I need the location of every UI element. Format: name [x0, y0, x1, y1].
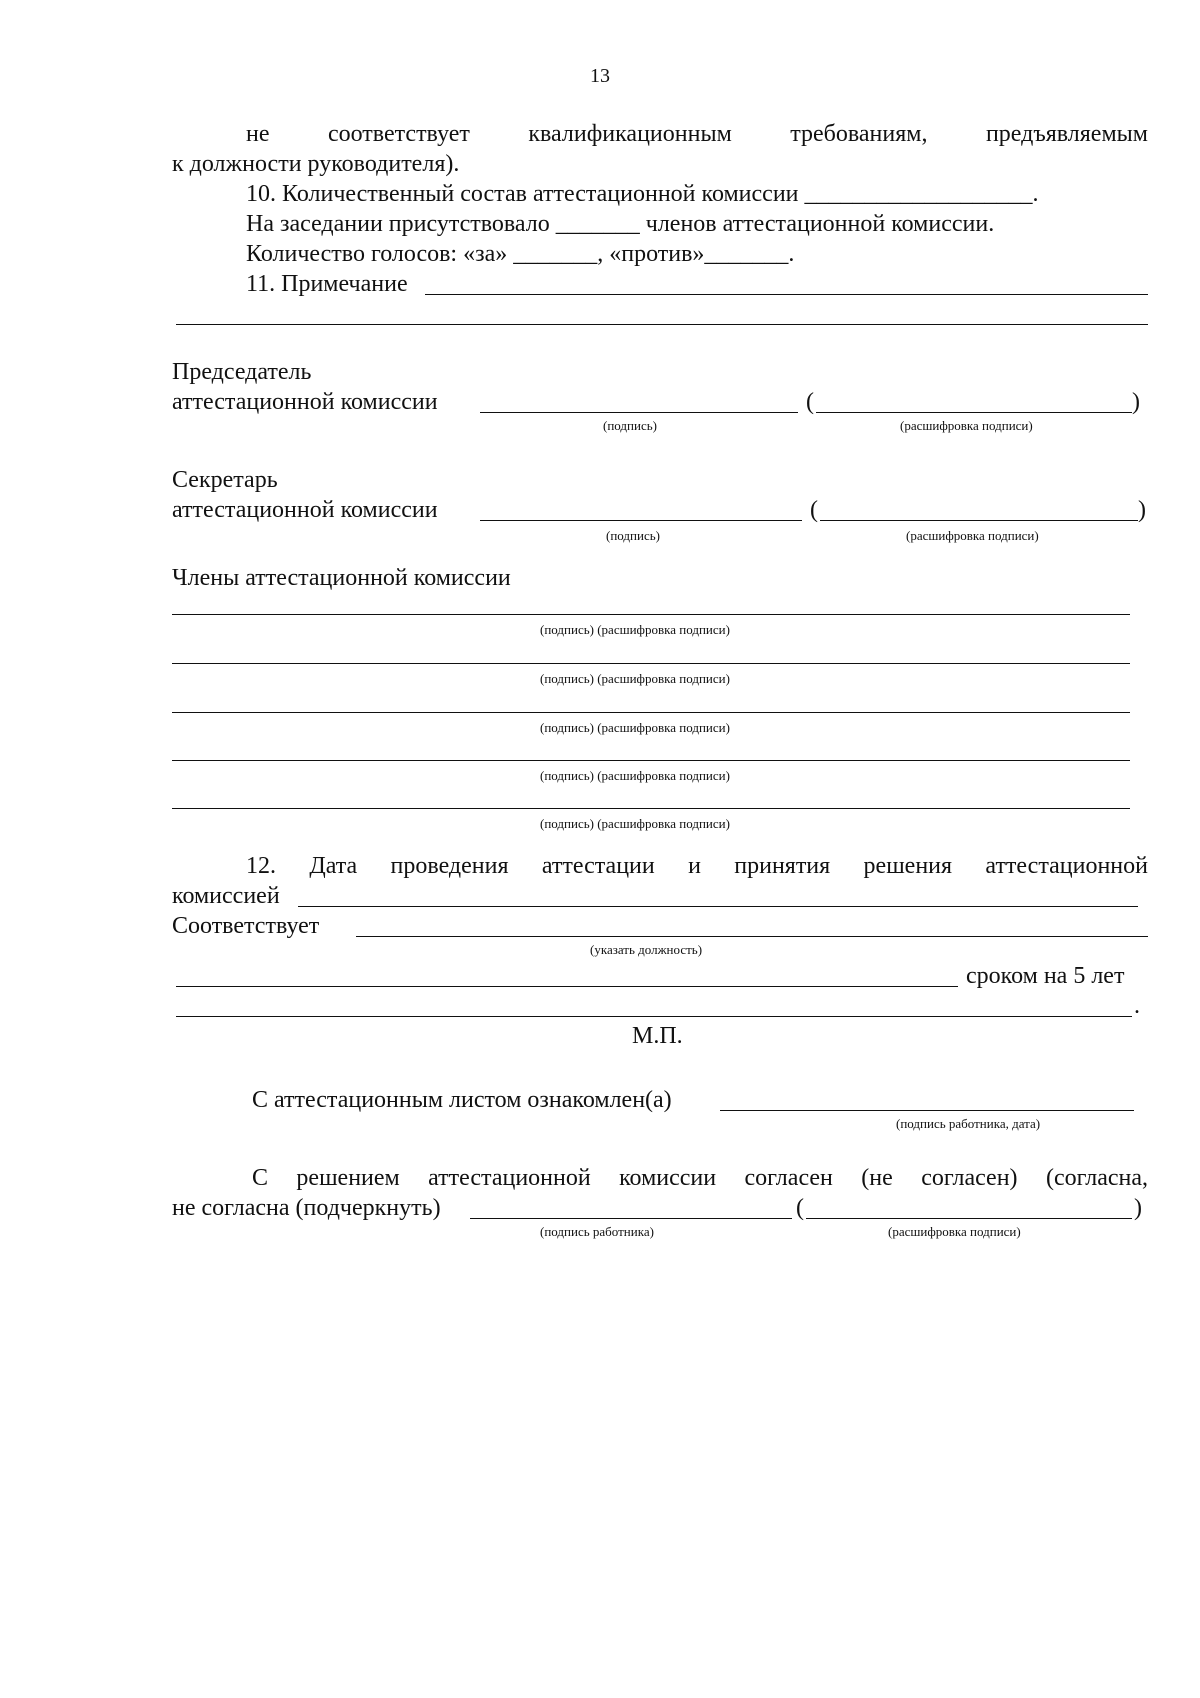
member-signature-field-1[interactable] [172, 614, 1130, 615]
member-caption-2: (подпись) (расшифровка подписи) [540, 671, 730, 686]
item12-date-line1: 12. Дата проведения аттестации и принятия решения аттестационной [246, 853, 1148, 879]
member-signature-field-3[interactable] [172, 712, 1130, 713]
decision-caption-name: (расшифровка подписи) [888, 1224, 1021, 1239]
member-caption-5: (подпись) (расшифровка подписи) [540, 816, 730, 831]
item12-position-field-line2[interactable] [176, 986, 958, 987]
item12-position-field-line3[interactable] [176, 1016, 1132, 1017]
decision-signature-field[interactable] [470, 1218, 792, 1219]
decision-paren-open: ( [796, 1195, 804, 1221]
item12-line3-dot: . [1134, 993, 1140, 1019]
chairman-signature-field[interactable] [480, 412, 798, 413]
item12-corresponds-label: Соответствует [172, 913, 320, 939]
chairman-title: Председатель [172, 359, 312, 385]
item12-position-field[interactable] [356, 936, 1148, 937]
secretary-caption-name: (расшифровка подписи) [906, 528, 1039, 543]
member-caption-3: (подпись) (расшифровка подписи) [540, 720, 730, 735]
stamp-place: М.П. [632, 1023, 683, 1049]
decision-line2: не согласна (подчеркнуть) [172, 1195, 441, 1221]
chairman-label: аттестационной комиссии [172, 389, 438, 415]
acquainted-signature-field[interactable] [720, 1110, 1134, 1111]
decision-caption-signature: (подпись работника) [540, 1224, 654, 1239]
secretary-title: Секретарь [172, 467, 278, 493]
item12-term: сроком на 5 лет [966, 963, 1125, 989]
paragraph-continuation-line2: к должности руководителя). [172, 151, 460, 177]
secretary-label: аттестационной комиссии [172, 497, 438, 523]
chairman-paren-close: ) [1132, 389, 1140, 415]
secretary-caption-signature: (подпись) [606, 528, 660, 543]
decision-paren-close: ) [1134, 1195, 1142, 1221]
item11-note-label: 11. Примечание [246, 271, 408, 297]
item12-position-caption: (указать должность) [590, 942, 703, 957]
item12-date-line2: комиссией [172, 883, 280, 909]
member-signature-field-2[interactable] [172, 663, 1130, 664]
chairman-caption-name: (расшифровка подписи) [900, 418, 1033, 433]
member-caption-1: (подпись) (расшифровка подписи) [540, 622, 730, 637]
chairman-name-field[interactable] [816, 412, 1132, 413]
member-signature-field-4[interactable] [172, 760, 1130, 761]
item11-note-field[interactable] [425, 294, 1148, 295]
chairman-caption-signature: (подпись) [603, 418, 657, 433]
secretary-paren-close: ) [1138, 497, 1146, 523]
chairman-paren-open: ( [806, 389, 814, 415]
secretary-signature-field[interactable] [480, 520, 802, 521]
item11-note-field-line2[interactable] [176, 324, 1148, 325]
item12-date-field[interactable] [298, 906, 1138, 907]
item10-votes: Количество голосов: «за» _______, «против»_______. [246, 241, 795, 267]
decision-name-field[interactable] [806, 1218, 1132, 1219]
paragraph-continuation-line1: не соответствует квалификационным требованиям, предъявляемым [246, 121, 1148, 147]
acquainted-text: С аттестационным листом ознакомлен(а) [252, 1087, 672, 1113]
members-title: Члены аттестационной комиссии [172, 565, 511, 591]
secretary-paren-open: ( [810, 497, 818, 523]
decision-line1: С решением аттестационной комиссии согласен (не согласен) (согласна, [252, 1165, 1148, 1191]
item10-commission-size: 10. Количественный состав аттестационной комиссии ___________________. [246, 181, 1039, 207]
page-number: 13 [590, 65, 610, 87]
secretary-name-field[interactable] [820, 520, 1138, 521]
member-caption-4: (подпись) (расшифровка подписи) [540, 768, 730, 783]
item10-present: На заседании присутствовало _______ членов аттестационной комиссии. [246, 211, 995, 237]
acquainted-caption: (подпись работника, дата) [896, 1116, 1041, 1131]
member-signature-field-5[interactable] [172, 808, 1130, 809]
